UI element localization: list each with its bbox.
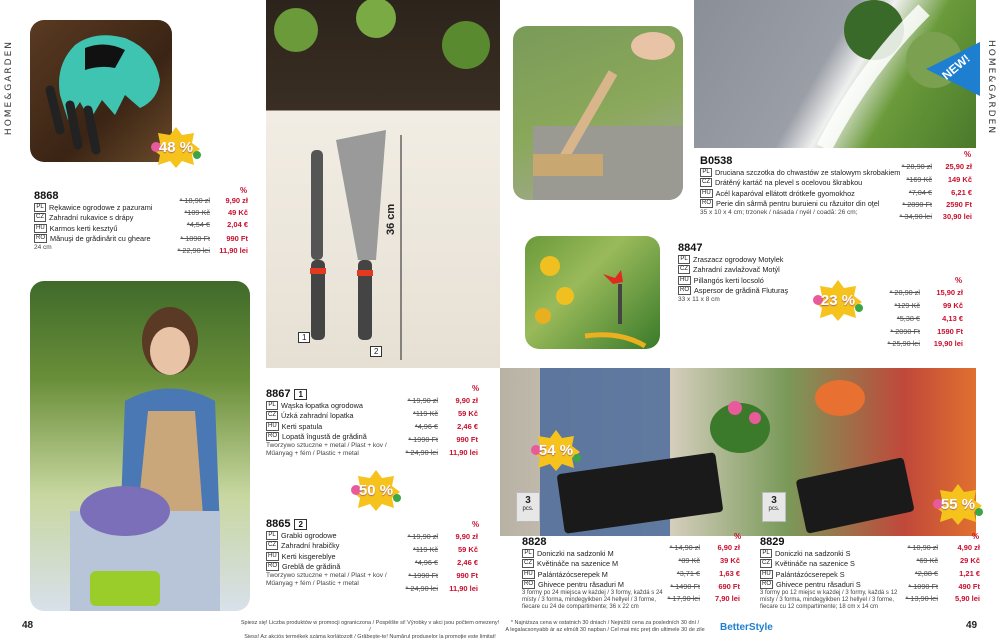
tool-marker-2: 2 bbox=[370, 346, 382, 357]
product-8867: 8867 1 PL Wąska łopatka ogrodowa CZ Úzká zahradní lopatka HU Kerti spatula RO Lopată îngustă de grădină Tworzywo sztuczne + metal / Plast + kov / Műanyag + fém / Plastic + metal bbox=[266, 388, 500, 458]
discount-badge-23: 23 % bbox=[812, 278, 864, 322]
desc-line: PL Grabki ogrodowe bbox=[266, 530, 500, 541]
dimension-label: 36 cm bbox=[385, 203, 397, 235]
page-number-left: 48 bbox=[22, 620, 34, 631]
brand-logo: BetterStyle bbox=[720, 622, 773, 633]
desc-line: CZ Drátěný kartáč na plevel s ocelovou škrabkou bbox=[702, 178, 863, 188]
desc-line: HU Pillangós kerti locsoló bbox=[680, 275, 764, 285]
discount-badge-55: 55 % bbox=[932, 482, 984, 526]
pct-sign: % bbox=[472, 384, 480, 393]
tools-photo bbox=[266, 0, 500, 368]
pct-sign: % bbox=[972, 532, 980, 541]
desc-line: HU Palántázócserepek M bbox=[524, 569, 608, 579]
discount-badge-54: 54 % bbox=[530, 428, 582, 472]
brush-illustration bbox=[513, 26, 683, 200]
desc-line: HU Kerti kisgereblye bbox=[268, 551, 336, 561]
woman-gardening-photo bbox=[30, 281, 250, 611]
section-label-left: HOME&GARDEN bbox=[4, 40, 14, 136]
trowel-and-rake-illustration bbox=[266, 0, 500, 368]
product-code: 8868 bbox=[34, 190, 59, 202]
page-number-right: 49 bbox=[966, 620, 978, 631]
product-note: 33 x 11 x 8 cm bbox=[678, 296, 720, 303]
pct-sign: % bbox=[472, 520, 480, 529]
desc-line: RO Aspersor de grădină Fluturaş bbox=[680, 286, 789, 296]
desc-line: CZ Zahradní rukavice s drápy bbox=[36, 213, 134, 223]
pct-sign: % bbox=[955, 276, 963, 285]
product-code: 8829 bbox=[760, 536, 785, 548]
product-note: 35 x 10 x 4 cm; trzonek / násada / nyél / coadă: 26 cm; bbox=[700, 209, 858, 216]
desc-line: CZ Zahradní zavlažovač Motýl bbox=[680, 265, 780, 275]
desc-line: RO Ghivece pentru răsaduri S bbox=[762, 580, 861, 590]
desc-line: CZ Květináče na sazenice S bbox=[762, 559, 855, 569]
desc-line: PL Rękawice ogrodowe z pazurami bbox=[34, 202, 264, 213]
desc-line: RO Greblă de grădină bbox=[268, 562, 341, 572]
desc-line: HU Kerti spatula bbox=[268, 421, 323, 431]
tool-marker-1: 1 bbox=[298, 332, 310, 343]
desc-line: CZ Úzká zahradní lopatka bbox=[268, 411, 354, 421]
desc-line: HU Acél kaparóval ellátott drótkefe gyomokhoz bbox=[702, 188, 855, 198]
product-8847 bbox=[678, 242, 828, 312]
weed-brush-photo bbox=[513, 26, 683, 200]
footer-right: * Najniższa cena w ostatnich 30 dniach / Nejnižší cena za posledních 30 dní / A legalacsonyabb ár az elmúlt 30 napban / Cel mai mic preț din ultimele 30 de zile bbox=[505, 620, 705, 633]
desc-line: RO Lopată îngustă de grădină bbox=[268, 432, 367, 442]
footer-left: Spiesz się! Liczba produktów w promocji ograniczona / Pospěšte si! Výrobky v akci jsou počtem omezeny! / Siess! Az akciós termékek száma korlátozott / Grăbește-te! Numărul produselor la promoție este limitat! bbox=[240, 620, 500, 640]
desc-line: PL Doniczki na sadzonki S bbox=[760, 548, 920, 559]
desc-line: CZ Zahradní hrabičky bbox=[268, 541, 340, 551]
pcs-badge-8829: 3 pcs. bbox=[762, 492, 786, 522]
desc-line: RO Mănuşi de grădinărit cu gheare bbox=[36, 234, 151, 244]
discount-badge-50: 50 % bbox=[350, 468, 402, 512]
desc-line: RO Perie din sârmă pentru buruieni cu răzuitor din oţel bbox=[702, 199, 880, 209]
product-8865: 8865 2 PL Grabki ogrodowe CZ Zahradní hrabičky HU Kerti kisgereblye RO Greblă de grădină Tworzywo sztuczne + metal / Plast + kov / Műanyag + fém / Plastic + metal bbox=[266, 518, 500, 598]
desc-line: PL Wąska łopatka ogrodowa bbox=[266, 400, 500, 411]
new-badge: NEW! bbox=[926, 42, 980, 96]
section-label-right: HOME&GARDEN bbox=[986, 40, 996, 136]
desc-line: PL Zraszacz ogrodowy Motylek bbox=[678, 254, 828, 265]
product-code: B0538 bbox=[700, 155, 733, 167]
product-code: 8828 bbox=[522, 536, 547, 548]
pct-sign: % bbox=[964, 150, 972, 159]
product-note: Tworzywo sztuczne + metal / Plast + kov / Műanyag + fém / Plastic + metal bbox=[266, 442, 387, 457]
pcs-badge-8828: 3 pcs. bbox=[516, 492, 540, 522]
pct-sign: % bbox=[734, 532, 742, 541]
desc-line: PL Doniczki na sadzonki M bbox=[522, 548, 682, 559]
sprinkler-photo bbox=[525, 236, 660, 349]
desc-line: HU Palántázócserepek S bbox=[762, 569, 845, 579]
desc-line: HU Karmos kerti kesztyű bbox=[36, 223, 118, 233]
butterfly-sprinkler-illustration bbox=[525, 236, 660, 349]
desc-line: CZ Květináče na sazenice M bbox=[524, 559, 619, 569]
product-note: Tworzywo sztuczne + metal / Plast + kov / Műanyag + fém / Plastic + metal bbox=[266, 572, 387, 587]
product-code: 8847 bbox=[678, 242, 703, 254]
desc-line: RO Ghivece pentru răsaduri M bbox=[524, 580, 624, 590]
discount-badge-48: 48 % bbox=[150, 125, 202, 169]
product-note: 24 cm bbox=[34, 244, 52, 251]
desc-line: PL Druciana szczotka do chwastów ze stalowym skrobakiem bbox=[700, 167, 970, 178]
woman-illustration bbox=[30, 281, 250, 611]
product-note: 3 formy po 12 miejsc w każdej / 3 formy, každá s 12 místy / 3 forma, mindegyikben 12 hellyel / 3 forme, fiecare cu 12 compartimente; 18 cm x 14 cm bbox=[760, 590, 898, 610]
product-note: 3 formy po 24 miejsca w każdej / 3 formy, každá s 24 místy / 3 forma, mindegyikben 24 hellyel / 3 forme, fiecare cu 24 de compartimente; 36 x 22 cm bbox=[522, 590, 663, 610]
pct-sign: % bbox=[240, 186, 248, 195]
